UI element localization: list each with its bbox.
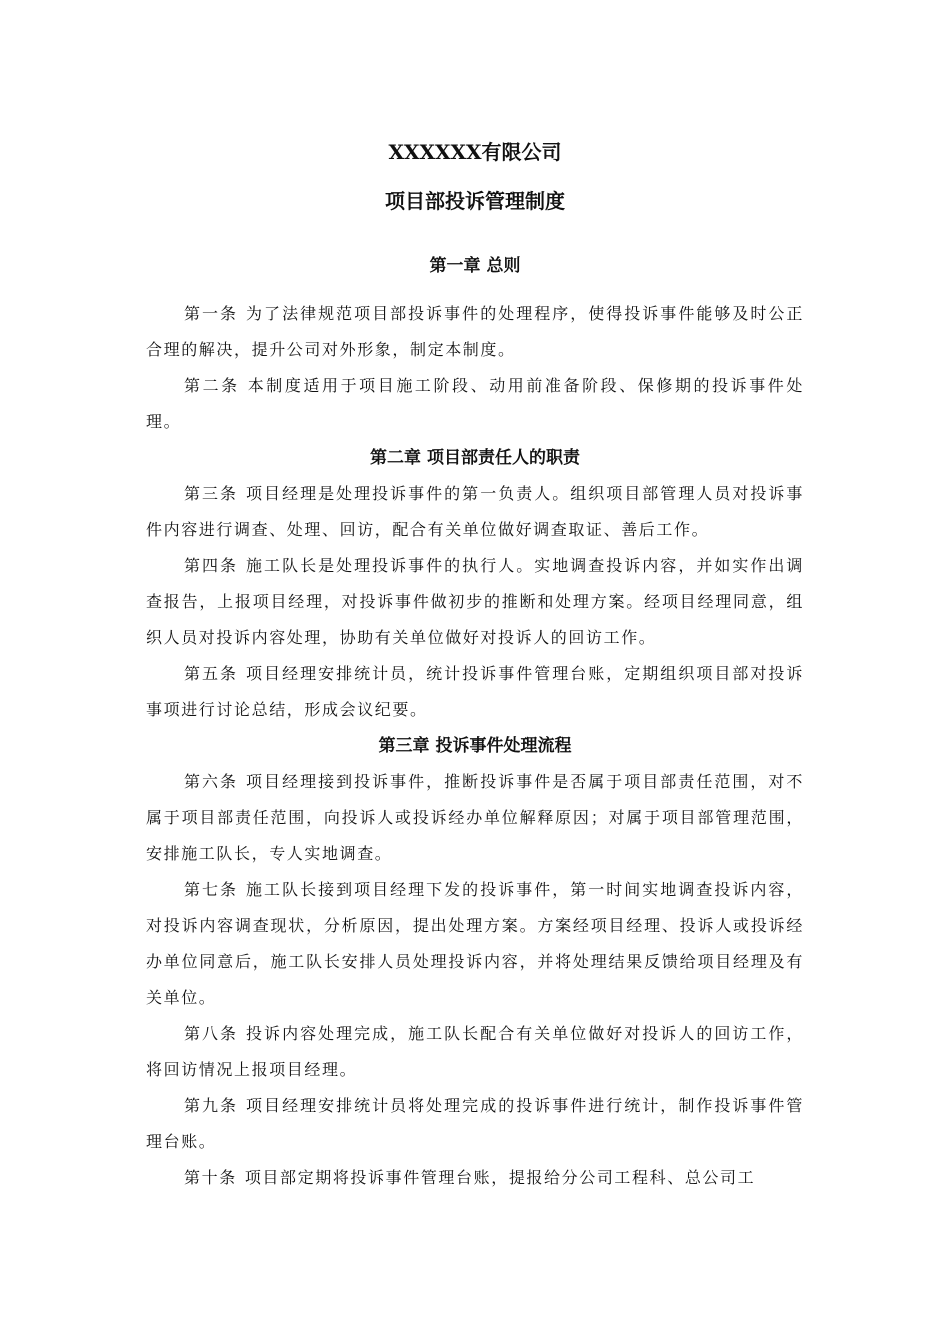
- article-number: 第二条: [184, 376, 240, 395]
- article-number: 第一条: [184, 304, 239, 323]
- article-number: 第十条: [184, 1168, 237, 1187]
- document-body: [146, 248, 804, 1196]
- company-name: XXXXXX有限公司: [388, 140, 562, 164]
- article-text: 为了法律规范项目部投诉事件的处理程序，使得投诉事件能够及时公正合理的解决，提升公司对外形象，制定本制度。: [146, 304, 804, 359]
- article-3: [146, 476, 804, 548]
- article-10: [146, 1160, 804, 1196]
- chapter-heading-1: 第一章 总则: [429, 256, 521, 276]
- article-text: 施工队长接到项目经理下发的投诉事件，第一时间实地调查投诉内容，对投诉内容调查现状，分析原因，提出处理方案。方案经项目经理、投诉人或投诉经办单位同意后，施工队长安排人员处理投诉内容，并将处理结果反馈给项目经理及有关单位。: [146, 880, 804, 1007]
- article-4: [146, 548, 804, 656]
- article-number: 第九条: [184, 1096, 239, 1115]
- article-text: 本制度适用于项目施工阶段、动用前准备阶段、保修期的投诉事件处理。: [146, 376, 804, 431]
- document-title: 项目部投诉管理制度: [385, 189, 565, 213]
- article-text: 项目经理接到投诉事件，推断投诉事件是否属于项目部责任范围，对不属于项目部责任范围，向投诉人或投诉经办单位解释原因；对属于项目部管理范围，安排施工队长，专人实地调查。: [146, 772, 804, 863]
- article-7: [146, 872, 804, 1016]
- article-9: [146, 1088, 804, 1160]
- article-text: 投诉内容处理完成，施工队长配合有关单位做好对投诉人的回访工作，将回访情况上报项目经理。: [146, 1024, 804, 1079]
- article-8: [146, 1016, 804, 1088]
- article-1: [146, 296, 804, 368]
- article-number: 第四条: [184, 556, 239, 575]
- article-text: 项目部定期将投诉事件管理台账，提报给分公司工程科、总公司工: [244, 1168, 756, 1187]
- article-number: 第七条: [184, 880, 239, 899]
- article-text: 项目经理安排统计员将处理完成的投诉事件进行统计，制作投诉事件管理台账。: [146, 1096, 804, 1151]
- article-number: 第六条: [184, 772, 239, 791]
- article-text: 项目经理是处理投诉事件的第一负责人。组织项目部管理人员对投诉事件内容进行调查、处理、回访，配合有关单位做好调查取证、善后工作。: [146, 484, 804, 539]
- article-text: 项目经理安排统计员，统计投诉事件管理台账，定期组织项目部对投诉事项进行讨论总结，形成会议纪要。: [146, 664, 804, 719]
- article-5: [146, 656, 804, 728]
- chapter-heading-3: 第三章 投诉事件处理流程: [378, 736, 572, 756]
- article-number: 第三条: [184, 484, 239, 503]
- article-text: 施工队长是处理投诉事件的执行人。实地调查投诉内容，并如实作出调查报告，上报项目经理，对投诉事件做初步的推断和处理方案。经项目经理同意，组织人员对投诉内容处理，协助有关单位做好对投诉人的回访工作。: [146, 556, 804, 647]
- article-number: 第八条: [184, 1024, 239, 1043]
- article-number: 第五条: [184, 664, 239, 683]
- chapter-heading-2: 第二章 项目部责任人的职责: [370, 448, 580, 468]
- article-6: [146, 764, 804, 872]
- article-2: [146, 368, 804, 440]
